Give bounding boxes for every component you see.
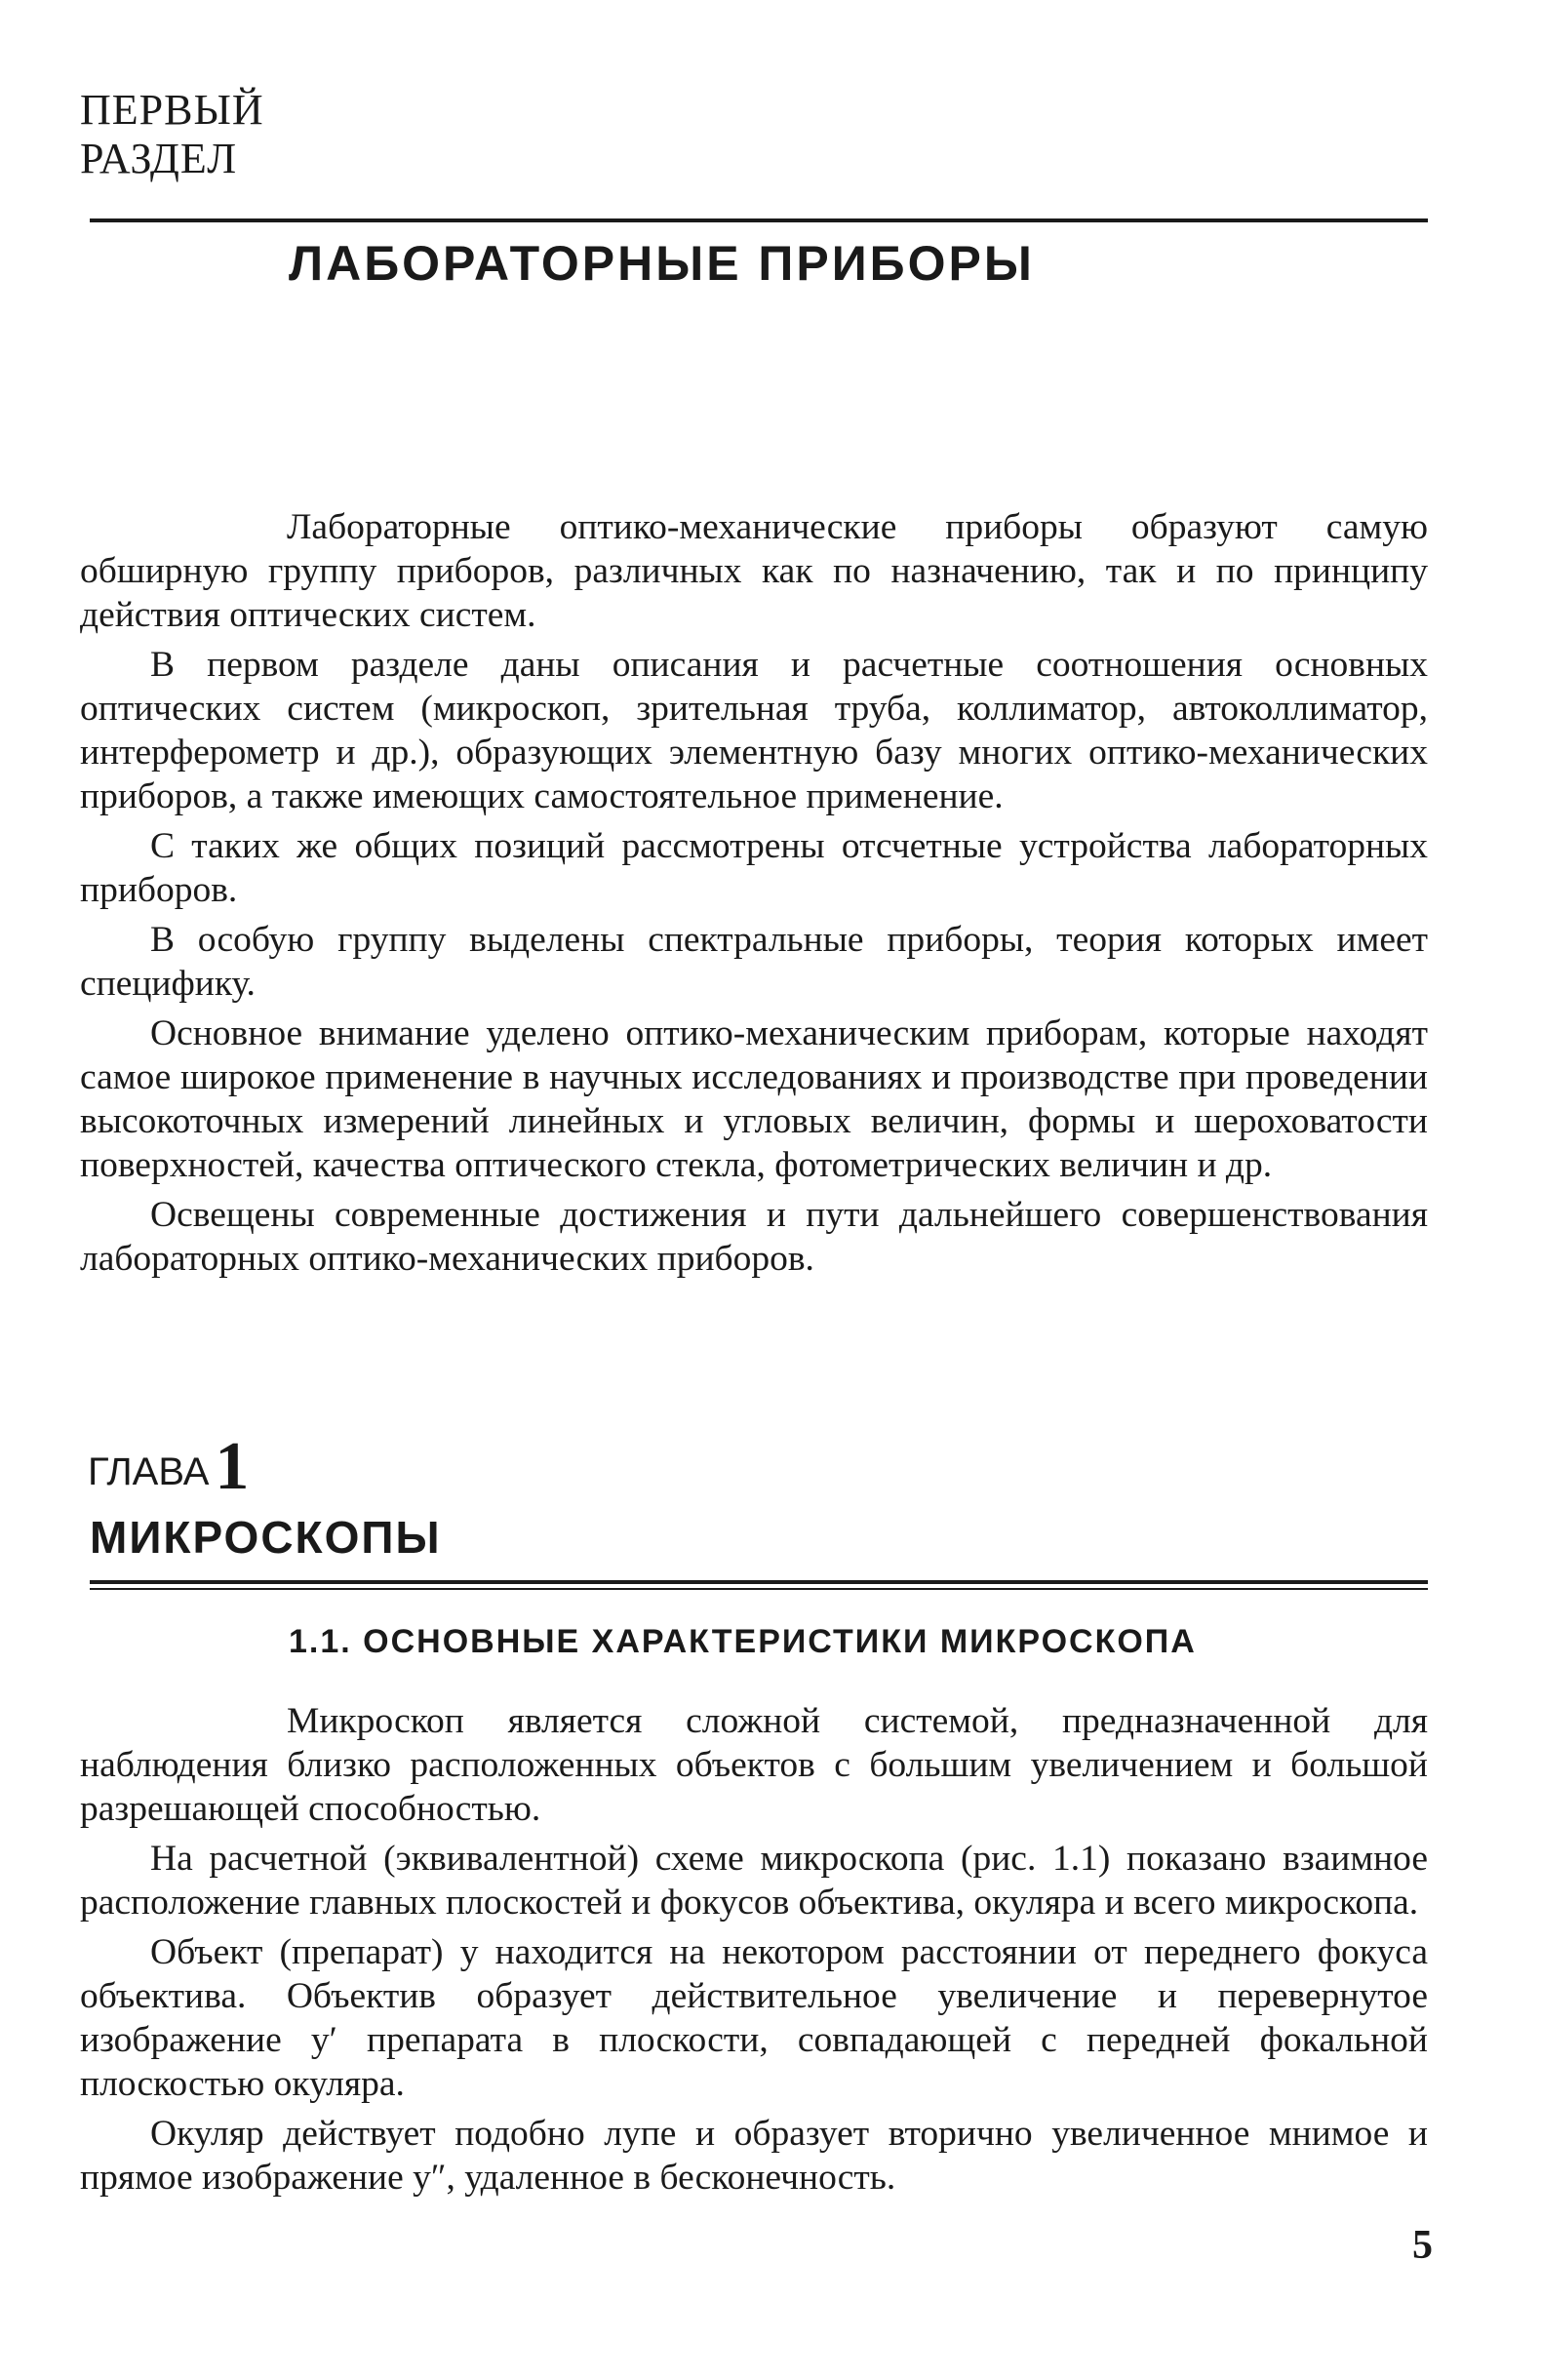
chapter-number: 1 [215,1429,250,1504]
subsection-paragraph-1: Микроскоп является сложной системой, предназначенной для наблюдения близко расположенных объектов с большим увеличением и большой разрешающей способностью. [80,1701,1428,1829]
intro-paragraph-1: Лабораторные оптико-механические приборы образуют самую обширную группу приборов, различных как по назначению, так и по принципу действия оптических систем. [80,507,1428,635]
part-title: ЛАБОРАТОРНЫЕ ПРИБОРЫ [289,236,1035,291]
intro-paragraph-6: Освещены современные достижения и пути дальнейшего совершенствования лабораторных оптико-механических приборов. [80,1195,1428,1279]
chapter-rule-thin [90,1588,1428,1590]
intro-paragraph-2: В первом разделе даны описания и расчетные соотношения основных оптических систем (микроскоп, зрительная труба, коллиматор, автоколлиматор, интерферометр и др.), образующих элементную базу многих оптико-механических приборов, а также имеющих самостоятельное применение. [80,645,1428,816]
page-number: 5 [1412,2223,1433,2268]
section-label [80,86,264,183]
subsection-title: 1.1. ОСНОВНЫЕ ХАРАКТЕРИСТИКИ МИКРОСКОПА [289,1623,1197,1660]
intro-text [80,505,1428,1287]
chapter-word: ГЛАВА [88,1450,210,1493]
section-rule [90,218,1428,222]
subsection-paragraph-3: Объект (препарат) y находится на некотором расстоянии от переднего фокуса объектива. Объектив образует действительное увеличение и перевернутое изображение y′ препарата в плоскости, совпадающей с передней фокальной плоскостью окуляра. [80,1932,1428,2104]
section-label-line2: РАЗДЕЛ [80,135,238,182]
subsection-paragraph-4: Окуляр действует подобно лупе и образует вторично увеличенное мнимое и прямое изображение y″, удаленное в бесконечность. [80,2114,1428,2198]
intro-paragraph-5: Основное внимание уделено оптико-механическим приборам, которые находят самое широкое применение в научных исследованиях и производстве при проведении высокоточных измерений линейных и угловых величин, формы и шероховатости поверхностей, качества оптического стекла, фотометрических величин и др. [80,1013,1428,1185]
intro-paragraph-3: С таких же общих позиций рассмотрены отсчетные устройства лабораторных приборов. [80,826,1428,910]
subsection-paragraph-2: На расчетной (эквивалентной) схеме микроскопа (рис. 1.1) показано взаимное расположение главных плоскостей и фокусов объектива, окуляра и всего микроскопа. [80,1839,1428,1923]
section-label-line1: ПЕРВЫЙ [80,86,264,134]
chapter-title: МИКРОСКОПЫ [90,1512,442,1563]
subsection-text [80,1699,1428,2205]
chapter-rule-thick [90,1580,1428,1584]
chapter-heading [88,1429,250,1507]
intro-paragraph-4: В особую группу выделены спектральные приборы, теория которых имеет специфику. [80,920,1428,1004]
